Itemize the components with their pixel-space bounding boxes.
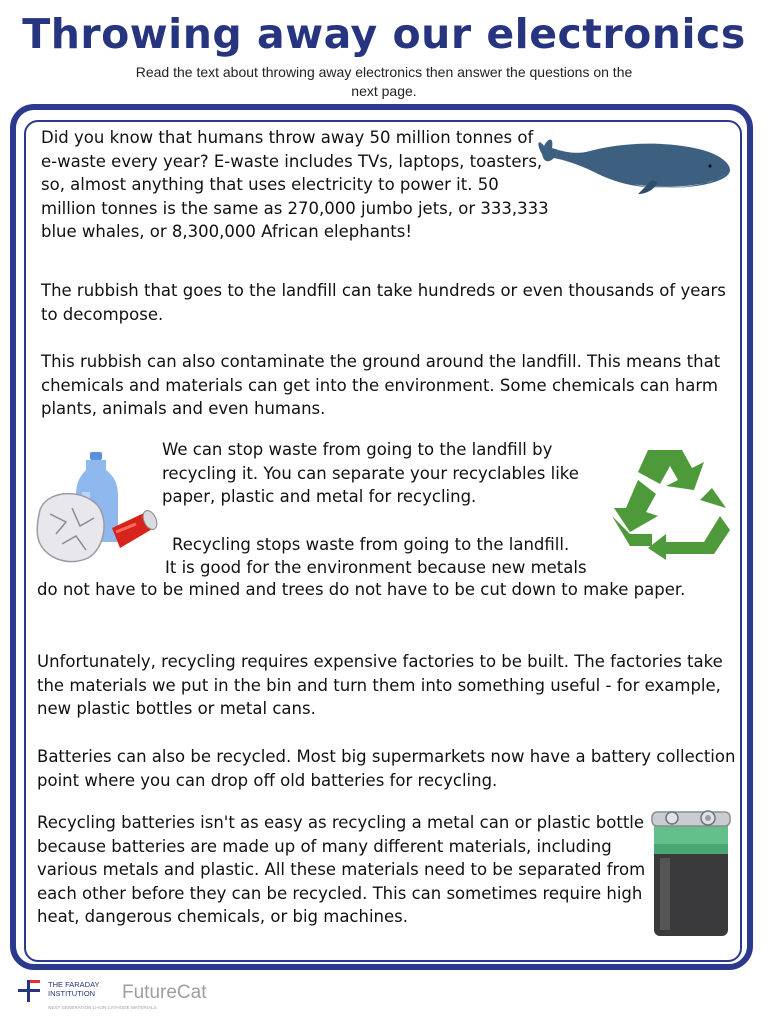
paragraph-factories: Unfortunately, recycling requires expensive factories to be built. The factories take the materials we put in the bin and turn them into something useful - for example, new plastic bottles or metal cans. bbox=[37, 652, 723, 718]
paragraph-recycling-stops-waste-line2: It is good for the environment because new metals bbox=[165, 558, 587, 577]
paragraph-ewaste-facts: Did you know that humans throw away 50 million tonnes of e-waste every year? E-waste includes TVs, laptops, toasters, so, almost anything that uses electricity to power it. 50 million tonnes is the same as 270,000 jumbo jets, or 333,333 blue whales, or 8,300,000 African elephants! bbox=[41, 128, 549, 241]
footer-org-line1: THE FARADAY bbox=[48, 980, 100, 989]
recycling-waste-image bbox=[36, 452, 160, 568]
footer-project-name: FutureCat bbox=[122, 982, 207, 1003]
page-title: Throwing away our electronics bbox=[22, 10, 746, 58]
faraday-plus-icon bbox=[18, 980, 40, 1002]
footer-tagline: NEXT GENERATION LI-ION CATHODE MATERIALS bbox=[48, 1005, 157, 1010]
footer-org-line2: INSTITUTION bbox=[48, 989, 96, 998]
footer-logo bbox=[16, 978, 236, 1014]
whale-image bbox=[534, 132, 734, 196]
paragraph-stop-waste: We can stop waste from going to the landfill by recycling it. You can separate your recyclables like paper, plastic and metal for recycling. bbox=[162, 440, 579, 506]
paragraph-recycling-stops-waste-line3: do not have to be mined and trees do not have to be cut down to make paper. bbox=[37, 580, 686, 599]
paragraph-recycling-batteries: Recycling batteries isn't as easy as recycling a metal can or plastic bottle because batteries are made up of many different materials, including various metals and plastic. All these materials need to be separated from each other before they can be recycled. This can sometimes require high heat, dangerous chemicals, or big machines. bbox=[37, 813, 646, 926]
paragraph-battery-collection: Batteries can also be recycled. Most big supermarkets now have a battery collection point where you can drop off old batteries for recycling. bbox=[37, 747, 736, 790]
paragraph-contamination: This rubbish can also contaminate the ground around the landfill. This means that chemicals and materials can get into the environment. Some chemicals can harm plants, animals and even humans. bbox=[41, 352, 721, 418]
paragraph-landfill-decompose: The rubbish that goes to the landfill can take hundreds or even thousands of years to decompose. bbox=[41, 281, 726, 324]
page-subtitle: Read the text about throwing away electronics then answer the questions on the next page. bbox=[135, 64, 633, 99]
paragraph-recycling-stops-waste-line1: Recycling stops waste from going to the landfill. bbox=[172, 535, 570, 554]
battery-image bbox=[646, 806, 736, 940]
